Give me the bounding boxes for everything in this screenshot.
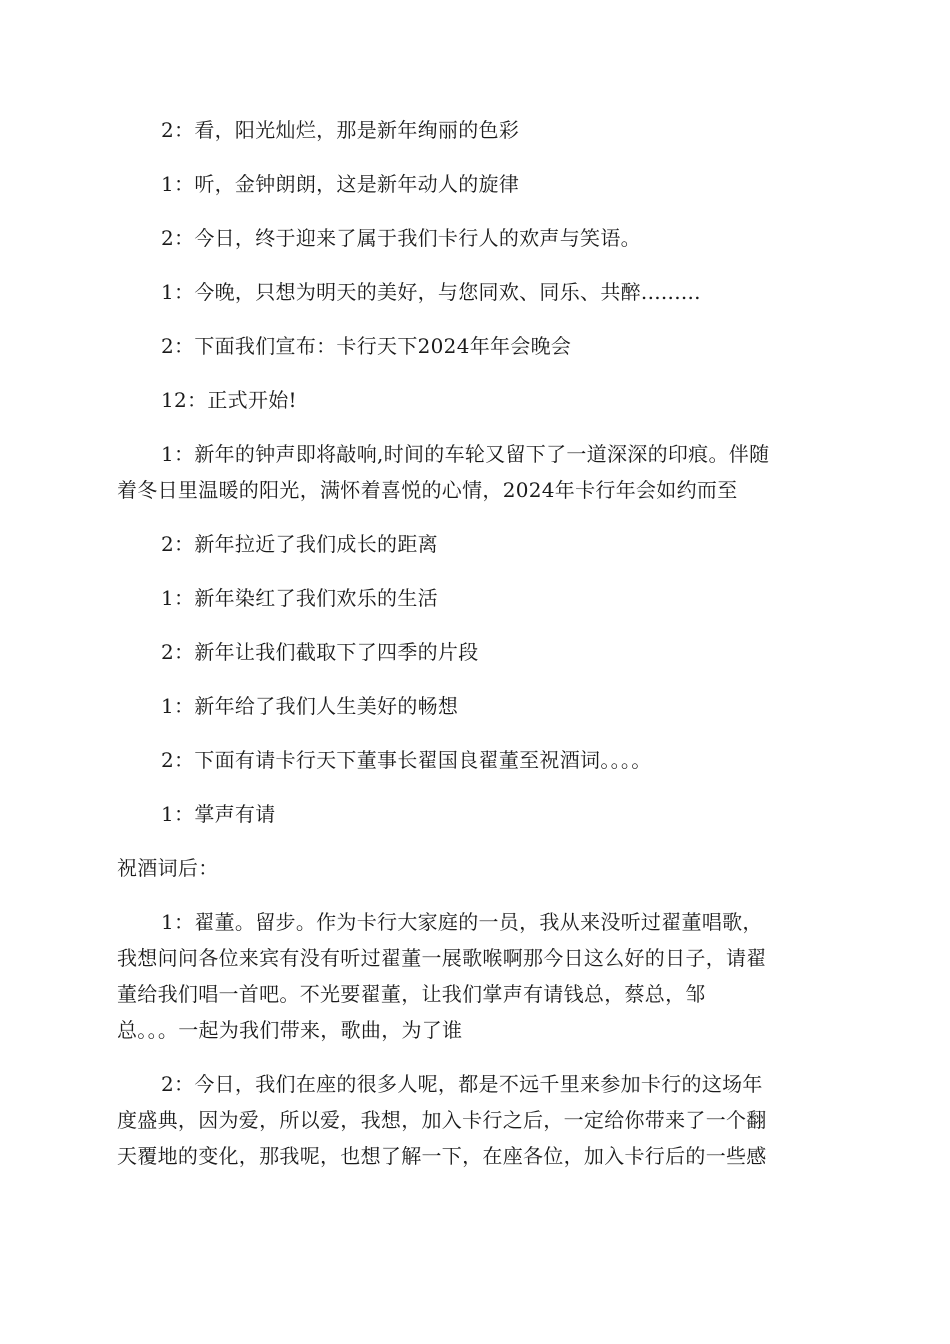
paragraph-line: 1：翟董。留步。作为卡行大家庭的一员，我从来没听过翟董唱歌，	[161, 910, 763, 934]
paragraph-line: 2：今日，我们在座的很多人呢，都是不远千里来参加卡行的这场年	[161, 1072, 763, 1096]
paragraph-3	[117, 220, 833, 256]
paragraph-line: 2：下面有请卡行天下董事长翟国良翟董至祝酒词。。。。	[161, 748, 652, 772]
paragraph-line: 1：新年的钟声即将敲响,时间的车轮又留下了一道深深的印痕。伴随	[161, 442, 770, 466]
paragraph-5	[117, 328, 833, 364]
paragraph-line: 1：掌声有请	[161, 802, 276, 826]
paragraph-15	[117, 904, 833, 1048]
paragraph-line: 着冬日里温暖的阳光，满怀着喜悦的心情，2024年卡行年会如约而至	[117, 478, 738, 502]
paragraph-line: 董给我们唱一首吧。不光要翟董，让我们掌声有请钱总，蔡总，邹	[117, 982, 706, 1006]
document-body	[117, 112, 833, 1192]
paragraph-line: 2：新年拉近了我们成长的距离	[161, 532, 438, 556]
paragraph-4	[117, 274, 833, 310]
paragraph-2	[117, 166, 833, 202]
paragraph-6	[117, 382, 833, 418]
paragraph-7	[117, 436, 833, 508]
paragraph-line: 2：新年让我们截取下了四季的片段	[161, 640, 479, 664]
paragraph-line: 1：新年给了我们人生美好的畅想	[161, 694, 459, 718]
paragraph-8	[117, 526, 833, 562]
paragraph-line: 2：今日，终于迎来了属于我们卡行人的欢声与笑语。	[161, 226, 641, 250]
paragraph-line: 总。。。一起为我们带来，歌曲，为了谁	[117, 1018, 463, 1042]
paragraph-9	[117, 580, 833, 616]
paragraph-line: 1：听，金钟朗朗，这是新年动人的旋律	[161, 172, 520, 196]
paragraph-line: 1：今晚，只想为明天的美好，与您同欢、同乐、共醉.........	[161, 280, 701, 304]
section-heading	[117, 850, 833, 886]
paragraph-line: 度盛典，因为爱，所以爱，我想，加入卡行之后，一定给你带来了一个翻	[117, 1108, 767, 1132]
paragraph-line: 2：下面我们宣布：卡行天下2024年年会晚会	[161, 334, 572, 358]
paragraph-line: 1：新年染红了我们欢乐的生活	[161, 586, 438, 610]
paragraph-line: 12：正式开始!	[161, 388, 297, 412]
paragraph-16	[117, 1066, 833, 1174]
paragraph-line: 祝酒词后：	[117, 856, 219, 880]
paragraph-11	[117, 688, 833, 724]
paragraph-line: 天覆地的变化，那我呢，也想了解一下，在座各位，加入卡行后的一些感	[117, 1144, 767, 1168]
paragraph-12	[117, 742, 833, 778]
paragraph-line: 2：看，阳光灿烂，那是新年绚丽的色彩	[161, 118, 520, 142]
paragraph-line: 我想问问各位来宾有没有听过翟董一展歌喉啊那今日这么好的日子，请翟	[117, 946, 767, 970]
paragraph-13	[117, 796, 833, 832]
paragraph-1	[117, 112, 833, 148]
paragraph-10	[117, 634, 833, 670]
